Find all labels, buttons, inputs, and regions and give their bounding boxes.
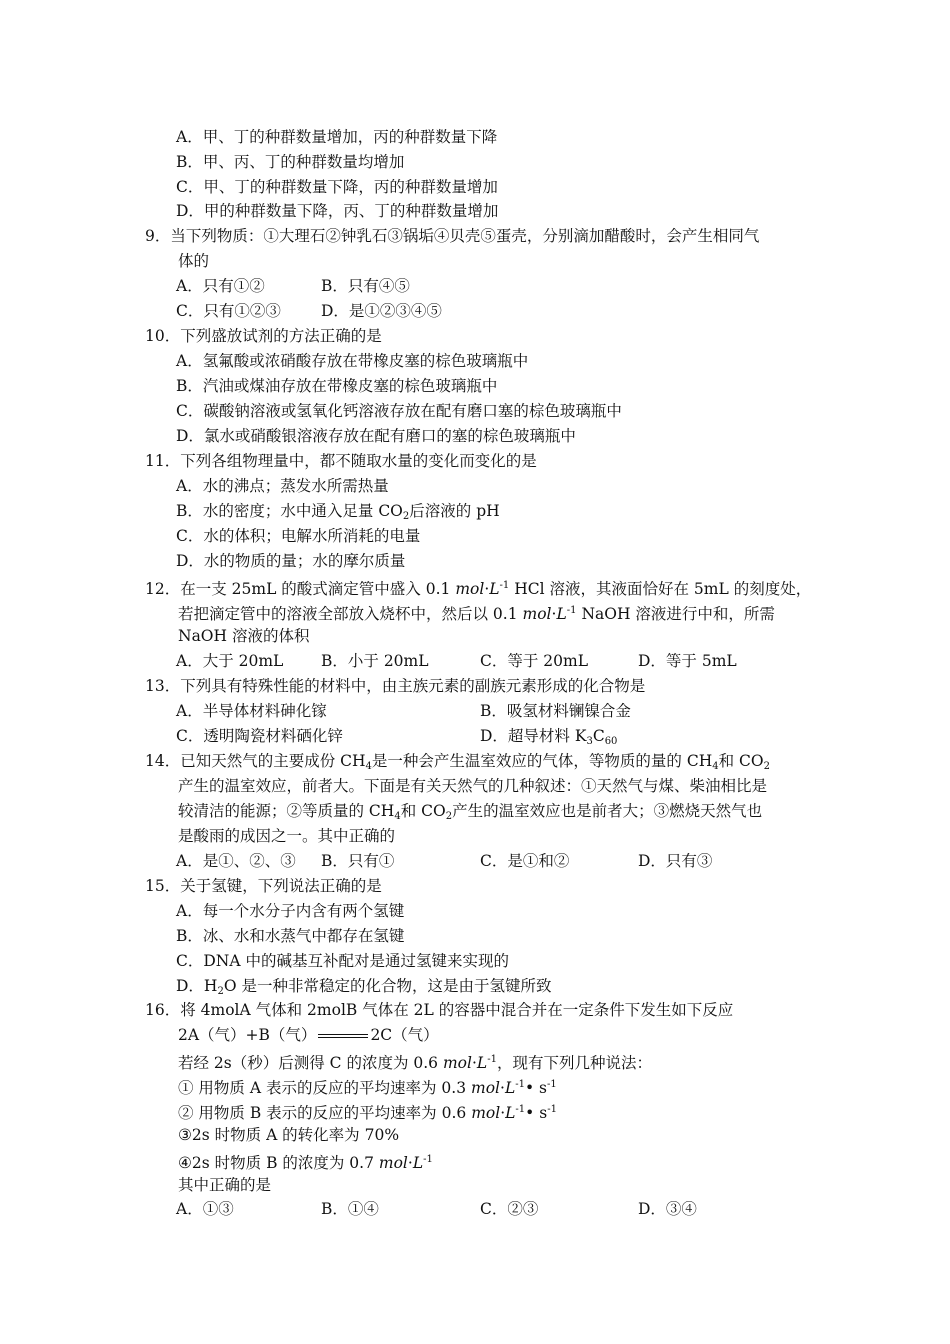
q8-option-b: B．甲、丙、丁的种群数量均增加 <box>176 153 405 171</box>
q12-option-b: B．小于 20mL <box>321 652 429 670</box>
q16-line3 <box>178 1050 652 1073</box>
q14-option-d: D．只有③ <box>638 852 713 870</box>
unit-exp: -1 <box>547 1104 557 1115</box>
unit-mol: mol <box>378 1154 408 1172</box>
q13-d-text2: C <box>592 727 605 745</box>
q12-stem-line3: NaOH 溶液的体积 <box>178 627 310 645</box>
q10-stem: 10．下列盛放试剂的方法正确的是 <box>145 327 382 345</box>
q13-option-d <box>480 726 617 752</box>
unit-exp: -1 <box>566 605 577 616</box>
q14-sub: 2 <box>445 811 453 822</box>
unit-exp: -1 <box>515 1104 526 1115</box>
unit-mol: mol <box>471 1104 501 1122</box>
unit-mol: mol <box>471 1079 500 1097</box>
q9-stem: 9．当下列物质：①大理石②钟乳石③锅垢④贝壳⑤蛋壳，分别滴加醋酸时，会产生相同气 <box>145 227 760 245</box>
q8-option-c: C．甲、丁的种群数量下降，丙的种群数量增加 <box>176 178 498 196</box>
q16-s2-text: ② 用物质 B 表示的反应的平均速率为 0.6 <box>178 1104 467 1122</box>
q9-option-d: D．是①②③④⑤ <box>321 302 442 320</box>
q15-d-text: D．H <box>176 977 218 995</box>
q16-close: 其中正确的是 <box>178 1176 272 1194</box>
q16-s1-text: ① 用物质 A 表示的反应的平均速率为 0.3 <box>178 1079 467 1097</box>
q14-sub: 4 <box>394 811 401 822</box>
q14-text-3a: 较清洁的能源；②等质量的 CH <box>178 802 395 820</box>
q10-option-d: D．氯水或硝酸银溶液存放在配有磨口的塞的棕色玻璃瓶中 <box>176 427 576 445</box>
q16-statement-4 <box>178 1150 433 1173</box>
unit-mol: mol <box>455 580 485 598</box>
q16-option-d: D．③④ <box>638 1200 697 1218</box>
unit-s: • s <box>524 1079 548 1097</box>
q14-text-3c: 产生的温室效应也是前者大；③燃烧天然气也 <box>452 802 763 820</box>
q16-text-3a: 若经 2s（秒）后测得 C 的浓度为 0.6 <box>178 1054 439 1072</box>
q12-stem-line2 <box>178 601 775 624</box>
q10-option-b: B．汽油或煤油存放在带橡皮塞的棕色玻璃瓶中 <box>176 377 498 395</box>
unit-exp: -1 <box>499 580 510 591</box>
q12-option-a: A．大于 20mL <box>176 652 284 670</box>
q16-option-c: C．②③ <box>480 1200 539 1218</box>
q9-option-b: B．只有④⑤ <box>321 277 410 295</box>
q14-text-1a: 14．已知天然气的主要成份 CH <box>145 752 366 770</box>
q16-statement-1 <box>178 1075 557 1098</box>
unit-s: • s <box>525 1104 548 1122</box>
q13-d-sub1: 3 <box>586 736 593 747</box>
q14-stem-line3 <box>178 801 762 827</box>
equilibrium-sign <box>318 1034 368 1038</box>
q15-option-b: B．冰、水和水蒸气中都存在氢键 <box>176 927 405 945</box>
q16-option-a: A．①③ <box>176 1200 234 1218</box>
unit-dot: · <box>484 580 490 598</box>
q8-option-d: D．甲的种群数量下降，丙、丁的种群数量增加 <box>176 202 499 220</box>
unit-exp: -1 <box>515 1079 525 1090</box>
q12-option-d: D．等于 5mL <box>638 652 737 670</box>
q14-option-c: C．是①和② <box>480 852 570 870</box>
unit-exp: -1 <box>547 1079 557 1090</box>
unit-dot: · <box>500 1104 506 1122</box>
q16-text-3b: ，现有下列几种说法： <box>496 1054 652 1072</box>
unit-dot: · <box>471 1054 477 1072</box>
q12-stem-line1 <box>145 576 811 599</box>
unit-L: L <box>412 1154 424 1172</box>
q11-option-c: C．水的体积；电解水所消耗的电量 <box>176 527 421 545</box>
q16-statement-3: ③2s 时物质 A 的转化率为 70% <box>178 1126 400 1144</box>
q13-option-c: C．透明陶瓷材料硒化锌 <box>176 727 343 745</box>
q15-option-c: C．DNA 中的碱基互补配对是通过氢键来实现的 <box>176 952 509 970</box>
q12-text-2b: NaOH 溶液进行中和，所需 <box>581 605 775 623</box>
unit-L: L <box>476 1054 488 1072</box>
q14-text-1b: 是一种会产生温室效应的气体，等物质的量的 CH <box>371 752 713 770</box>
q14-option-a: A．是①、②、③ <box>176 852 296 870</box>
q13-d-text: D．超导材料 K <box>480 727 587 745</box>
q14-text-3b: 和 CO <box>400 802 446 820</box>
q13-stem: 13．下列具有特殊性能的材料中，由主族元素的副族元素形成的化合物是 <box>145 677 646 695</box>
q11-option-b <box>176 501 500 527</box>
unit-L: L <box>505 1104 516 1122</box>
unit-L: L <box>489 580 500 598</box>
q12-option-c: C．等于 20mL <box>480 652 589 670</box>
q14-text-1c: 和 CO <box>718 752 764 770</box>
q12-text-1b: HCl 溶液，其液面恰好在 5mL 的刻度处， <box>514 580 812 598</box>
q14-stem-line2: 产生的温室效应，前者大。下面是有关天然气的几种叙述：①天然气与煤、柴油相比是 <box>178 777 768 795</box>
unit-L: L <box>504 1079 516 1097</box>
q12-text-2a: 若把滴定管中的溶液全部放入烧杯中，然后以 0.1 <box>178 605 518 623</box>
q16-stem: 16．将 4molA 气体和 2molB 气体在 2L 的容器中混合并在一定条件下发生如下反应 <box>145 1001 734 1019</box>
q15-d-text2: O 是一种非常稳定的化合物，这是由于氢键所致 <box>223 977 552 995</box>
q11-option-a: A．水的沸点；蒸发水所需热量 <box>176 477 389 495</box>
q13-option-a: A．半导体材料砷化镓 <box>176 702 327 720</box>
q12-text-1a: 12．在一支 25mL 的酸式滴定管中盛入 0.1 <box>145 580 451 598</box>
unit-mol: mol <box>442 1054 472 1072</box>
q9-option-c: C．只有①②③ <box>176 302 281 320</box>
q11-option-b-subscript: 2 <box>402 511 410 522</box>
q15-option-a: A．每一个水分子内含有两个氢键 <box>176 902 405 920</box>
q14-sub: 2 <box>763 761 770 772</box>
q13-d-sub2: 60 <box>604 736 618 747</box>
q14-sub: 4 <box>712 761 719 772</box>
unit-L: L <box>556 605 567 623</box>
unit-exp: -1 <box>423 1154 433 1165</box>
q9-stem-cont: 体的 <box>178 252 210 270</box>
q16-statement-2 <box>178 1100 557 1123</box>
q16-s4-text: ④2s 时物质 B 的浓度为 0.7 <box>178 1154 374 1172</box>
q13-option-b: B．吸氢材料镧镍合金 <box>480 702 631 720</box>
q15-stem: 15．关于氢键，下列说法正确的是 <box>145 877 382 895</box>
unit-mol: mol <box>522 605 552 623</box>
q14-stem-line4: 是酸雨的成因之一。其中正确的 <box>178 827 396 845</box>
q11-option-b-text-2: 后溶液的 pH <box>409 502 500 520</box>
unit-exp: -1 <box>487 1054 497 1065</box>
q16-eq-right: 2C（气） <box>370 1026 439 1044</box>
q14-sub: 4 <box>365 761 372 772</box>
q15-d-sub: 2 <box>217 986 224 997</box>
q9-option-a: A．只有①② <box>176 277 265 295</box>
q14-option-b: B．只有① <box>321 852 395 870</box>
q16-eq-left: 2A（气）+B（气） <box>178 1026 317 1044</box>
q10-option-a: A．氢氟酸或浓硝酸存放在带橡皮塞的棕色玻璃瓶中 <box>176 352 529 370</box>
q8-option-a: A．甲、丁的种群数量增加，丙的种群数量下降 <box>176 128 498 146</box>
unit-dot: · <box>407 1154 413 1172</box>
q15-option-d <box>176 976 551 1002</box>
q16-option-b: B．①④ <box>321 1200 379 1218</box>
q11-stem: 11．下列各组物理量中，都不随取水量的变化而变化的是 <box>145 452 537 470</box>
unit-dot: · <box>551 605 557 623</box>
unit-dot: · <box>500 1079 505 1097</box>
q16-equation <box>178 1025 439 1045</box>
q10-option-c: C．碳酸钠溶液或氢氧化钙溶液存放在配有磨口塞的棕色玻璃瓶中 <box>176 402 622 420</box>
q11-option-d: D．水的物质的量；水的摩尔质量 <box>176 552 406 570</box>
q14-stem-line1 <box>145 751 770 777</box>
q11-option-b-text: B．水的密度；水中通入足量 CO <box>176 502 403 520</box>
